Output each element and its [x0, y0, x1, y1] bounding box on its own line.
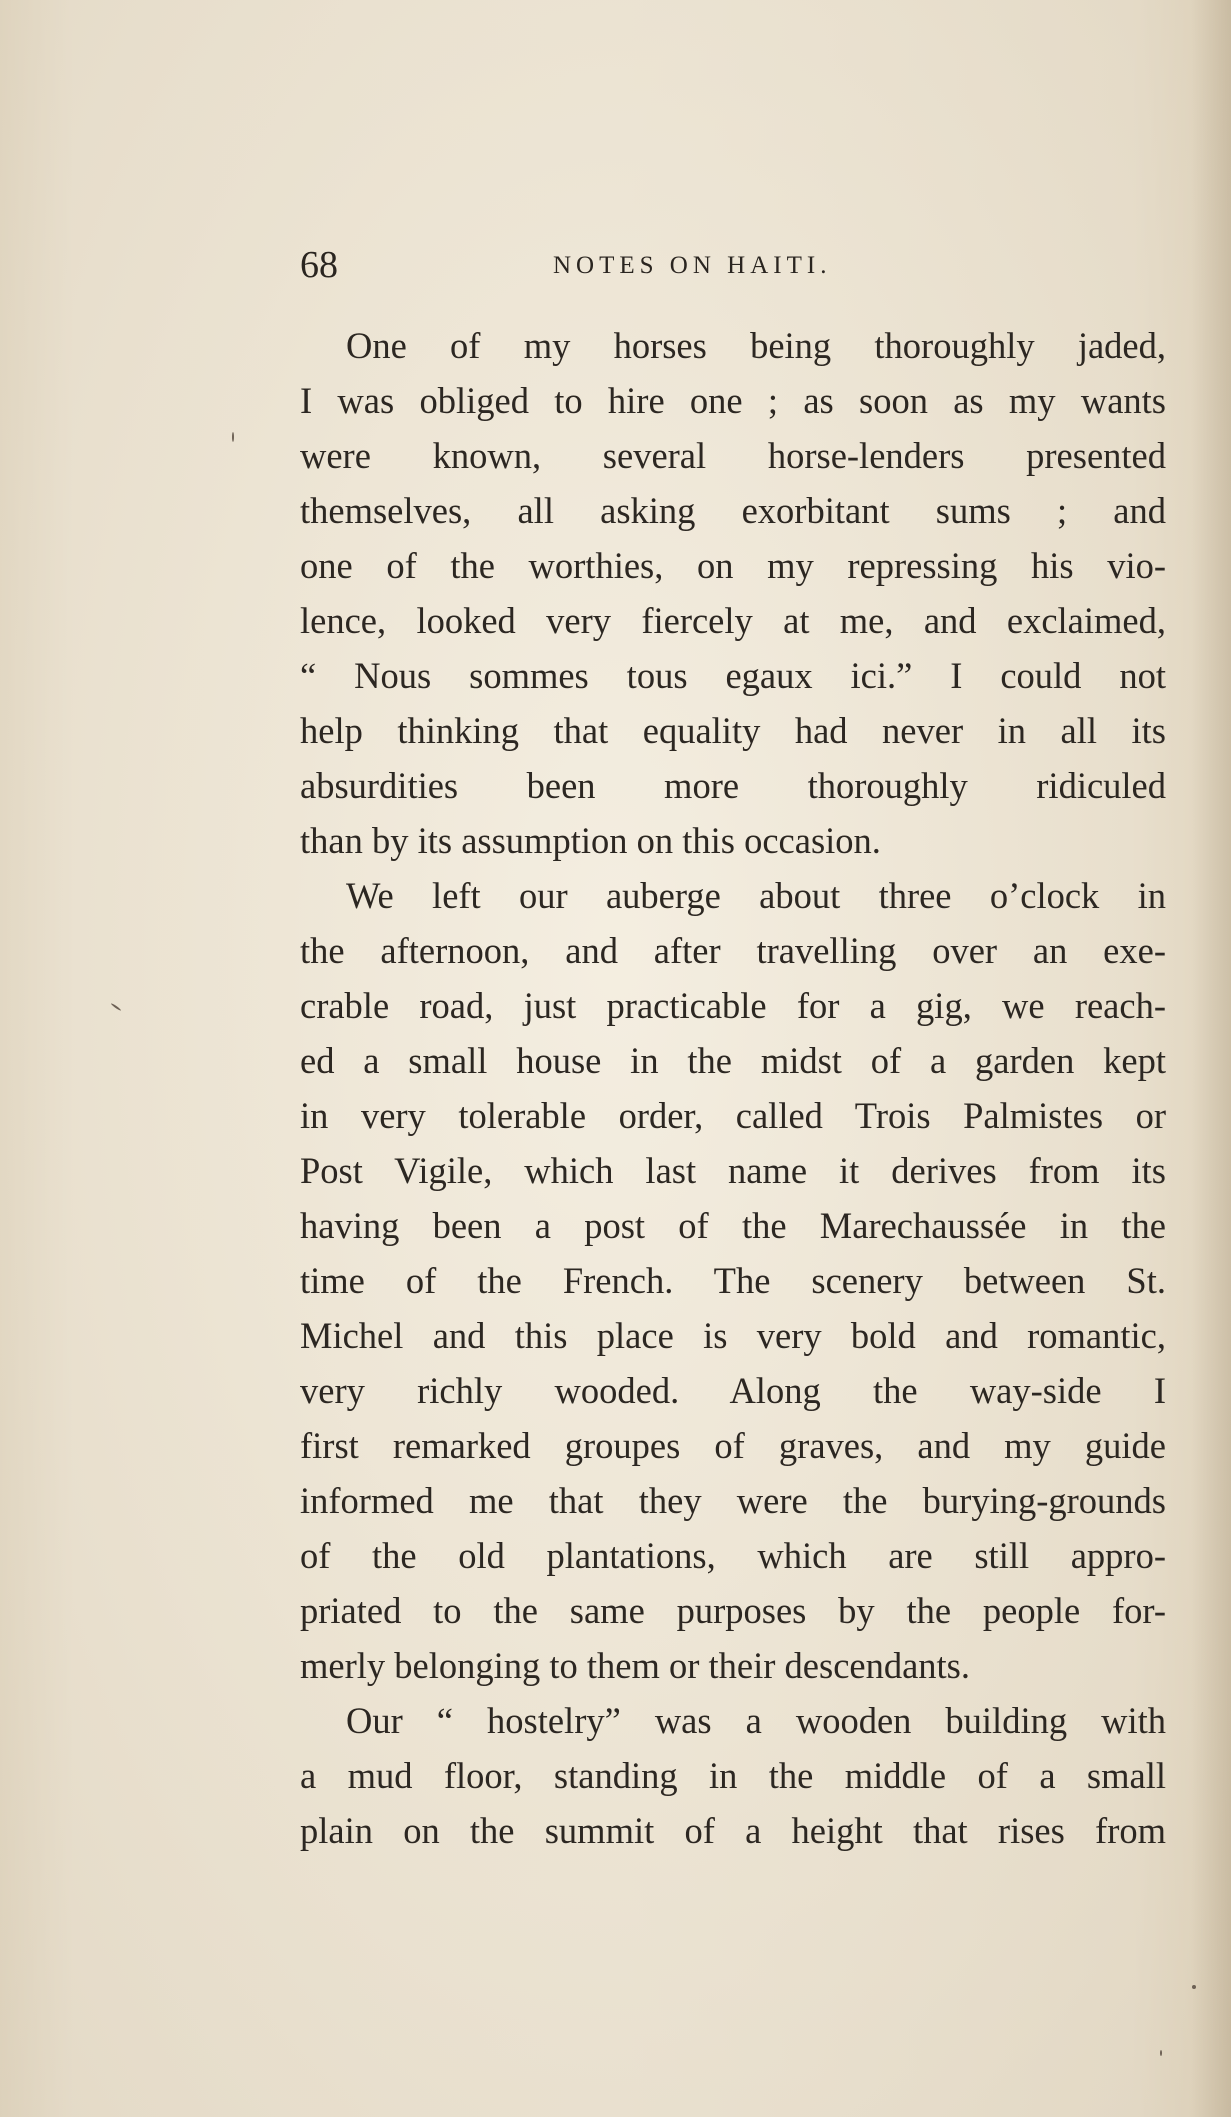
text-line: Our “ hostelry” was a wooden building with — [346, 1700, 1166, 1741]
text-line: merly belonging to them or their descendants. — [300, 1645, 971, 1686]
paper-speck — [111, 1003, 122, 1012]
body-text — [300, 318, 1166, 1858]
text-line: crable road, just practicable for a gig, we reach- — [300, 985, 1166, 1026]
text-line: priated to the same purposes by the people for- — [300, 1590, 1166, 1631]
text-line: help thinking that equality had never in all its — [300, 710, 1166, 751]
text-line: time of the French. The scenery between St. — [300, 1260, 1166, 1301]
text-line: informed me that they were the burying-grounds — [300, 1480, 1166, 1521]
text-line: than by its assumption on this occasion. — [300, 820, 881, 861]
page-edge-shadow — [1191, 0, 1231, 2117]
text-line: themselves, all asking exorbitant sums ; and — [300, 490, 1166, 531]
text-line: having been a post of the Marechaussée in the — [300, 1205, 1166, 1246]
text-line: “ Nous sommes tous egaux ici.” I could not — [300, 655, 1166, 696]
text-line: I was obliged to hire one ; as soon as my wants — [300, 380, 1166, 421]
paper-speck — [232, 432, 234, 442]
text-line: ed a small house in the midst of a garden kept — [300, 1040, 1166, 1081]
paper-speck — [1192, 1985, 1196, 1989]
running-head — [300, 240, 1170, 300]
text-line: One of my horses being thoroughly jaded, — [346, 325, 1166, 366]
text-line: plain on the summit of a height that rises from — [300, 1810, 1166, 1851]
text-line: of the old plantations, which are still appro- — [300, 1535, 1166, 1576]
text-line: Post Vigile, which last name it derives from its — [300, 1150, 1166, 1191]
text-line: one of the worthies, on my repressing his vio- — [300, 545, 1166, 586]
text-line: very richly wooded. Along the way-side I — [300, 1370, 1166, 1411]
text-line: lence, looked very fiercely at me, and exclaimed, — [300, 600, 1166, 641]
text-line: in very tolerable order, called Trois Palmistes or — [300, 1095, 1166, 1136]
paper-speck — [1160, 2050, 1162, 2056]
page-number: 68 — [300, 244, 338, 286]
text-line: absurdities been more thoroughly ridiculed — [300, 765, 1166, 806]
text-line: first remarked groupes of graves, and my guide — [300, 1425, 1166, 1466]
text-line: were known, several horse-lenders presented — [300, 435, 1166, 476]
text-line: the afternoon, and after travelling over an exe- — [300, 930, 1166, 971]
running-title: NOTES ON HAITI. — [553, 252, 832, 279]
text-line: We left our auberge about three o’clock in — [346, 875, 1166, 916]
text-line: Michel and this place is very bold and romantic, — [300, 1315, 1166, 1356]
text-line: a mud floor, standing in the middle of a small — [300, 1755, 1166, 1796]
